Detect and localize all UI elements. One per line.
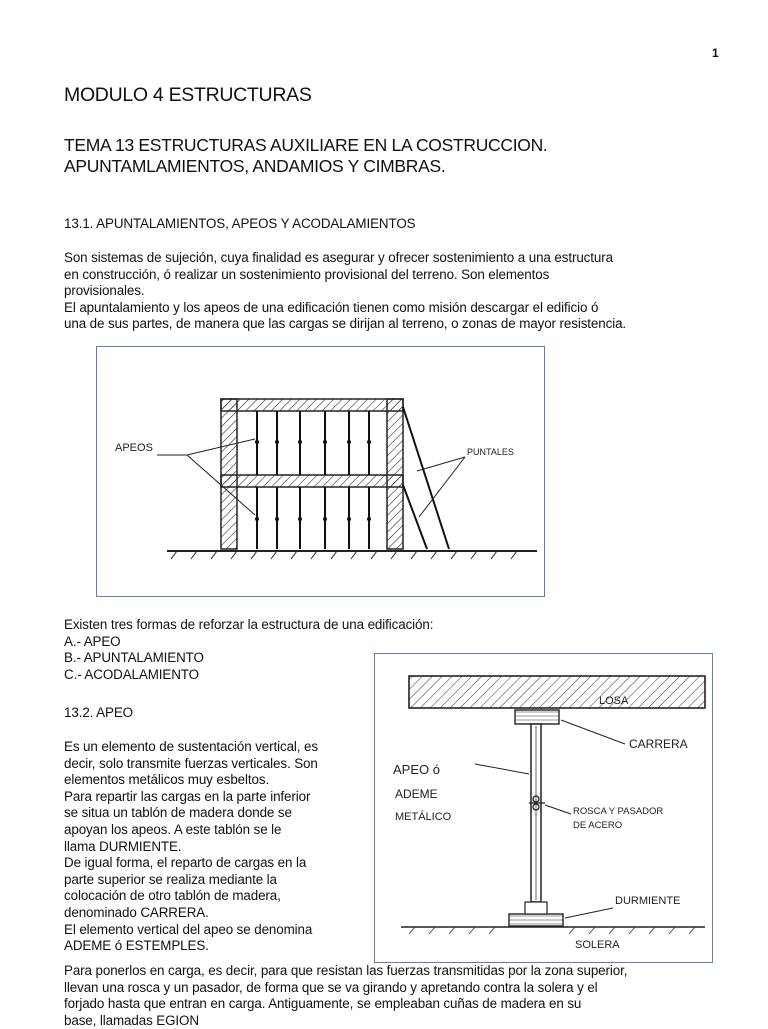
text-line: llama DURMIENTE. (64, 838, 182, 854)
list-item: A.- APEO (64, 633, 121, 649)
section-13-2-left-column (64, 739, 318, 955)
text-line: apoyan los apeos. A este tablón se le (64, 821, 282, 837)
label-carrera: CARRERA (629, 737, 688, 751)
list-item: B.- APUNTALAMIENTO (64, 650, 204, 666)
label-puntales: PUNTALES (467, 447, 514, 457)
apeos-puntales-figure (96, 346, 545, 597)
text-line: provisionales. (64, 283, 145, 299)
label-solera: SOLERA (575, 939, 620, 951)
text-line: denominado CARRERA. (64, 904, 209, 920)
label-rosca-line2: DE ACERO (573, 820, 623, 831)
text-line: Para repartir las cargas en la parte inferior (64, 788, 311, 804)
text-line: De igual forma, el reparto de cargas en la (64, 855, 307, 871)
module-title: MODULO 4 ESTRUCTURAS (64, 84, 312, 106)
section-13-1-heading: 13.1. APUNTALAMIENTOS, APEOS Y ACODALAMIENTOS (64, 216, 416, 231)
text-line: elementos metálicos muy esbeltos. (64, 772, 270, 788)
section-13-2-heading: 13.2. APEO (64, 705, 133, 720)
text-line: forjado hasta que entran en carga. Antiguamente, se empleaban cuñas de madera en su (64, 996, 582, 1012)
text-line: Son sistemas de sujeción, cuya finalidad es asegurar y ofrecer sostenimiento a una estructura (64, 250, 613, 265)
list-item: C.- ACODALAMIENTO (64, 666, 199, 682)
tema-title-line1: TEMA 13 ESTRUCTURAS AUXILIARE EN LA COSTRUCCION. (64, 135, 548, 155)
label-apeo-line1: APEO ó (393, 762, 440, 777)
text-line: El elemento vertical del apeo se denomina (64, 921, 313, 937)
text-line: base, llamadas EGION (64, 1012, 199, 1028)
label-apeo-line3: METÁLICO (395, 811, 452, 823)
tema-title-line2: APUNTAMLAMIENTOS, ANDAMIOS Y CIMBRAS. (64, 156, 446, 176)
apeo-detail-figure (374, 653, 713, 963)
text-line: colocación de otro tablón de madera, (64, 888, 281, 904)
text-line: decir, solo transmite fuerzas verticales. Son (64, 755, 318, 771)
label-durmiente: DURMIENTE (615, 895, 681, 907)
text-line: El apuntalamiento y los apeos de una edificación tienen como misión descargar el edificio ó (64, 299, 599, 315)
section-13-1-paragraph (64, 250, 626, 333)
text-line: parte superior se realiza mediante la (64, 871, 277, 887)
text-line: llevan una rosca y un pasador, de forma que se va girando y apretando contra la solera y el (64, 979, 598, 995)
text-line: una de sus partes, de manera que las cargas se dirijan al terreno, o zonas de mayor resistencia. (64, 316, 627, 332)
text-line: Para ponerlos en carga, es decir, para que resistan las fuerzas transmitidas por la zona superior, (64, 963, 628, 978)
page-number: 1 (712, 46, 719, 60)
label-apeo-line2: ADEME (395, 787, 438, 801)
label-apeos: APEOS (115, 442, 153, 454)
text-line: en construcción, ó realizar un sostenimiento provisional del terreno. Son elementos (64, 266, 550, 282)
label-losa: LOSA (599, 695, 629, 707)
apeo-sketch (375, 654, 712, 962)
building-sketch (97, 347, 544, 596)
label-rosca-line1: ROSCA Y PASADOR (573, 806, 664, 817)
text-line: ADEME ó ESTEMPLES. (64, 938, 209, 954)
text-line: Es un elemento de sustentación vertical, es (64, 739, 318, 754)
forms-intro: Existen tres formas de reforzar la estructura de una edificación: (64, 617, 434, 632)
section-13-2-full-width (64, 963, 627, 1029)
text-line: se situa un tablón de madera donde se (64, 805, 292, 821)
